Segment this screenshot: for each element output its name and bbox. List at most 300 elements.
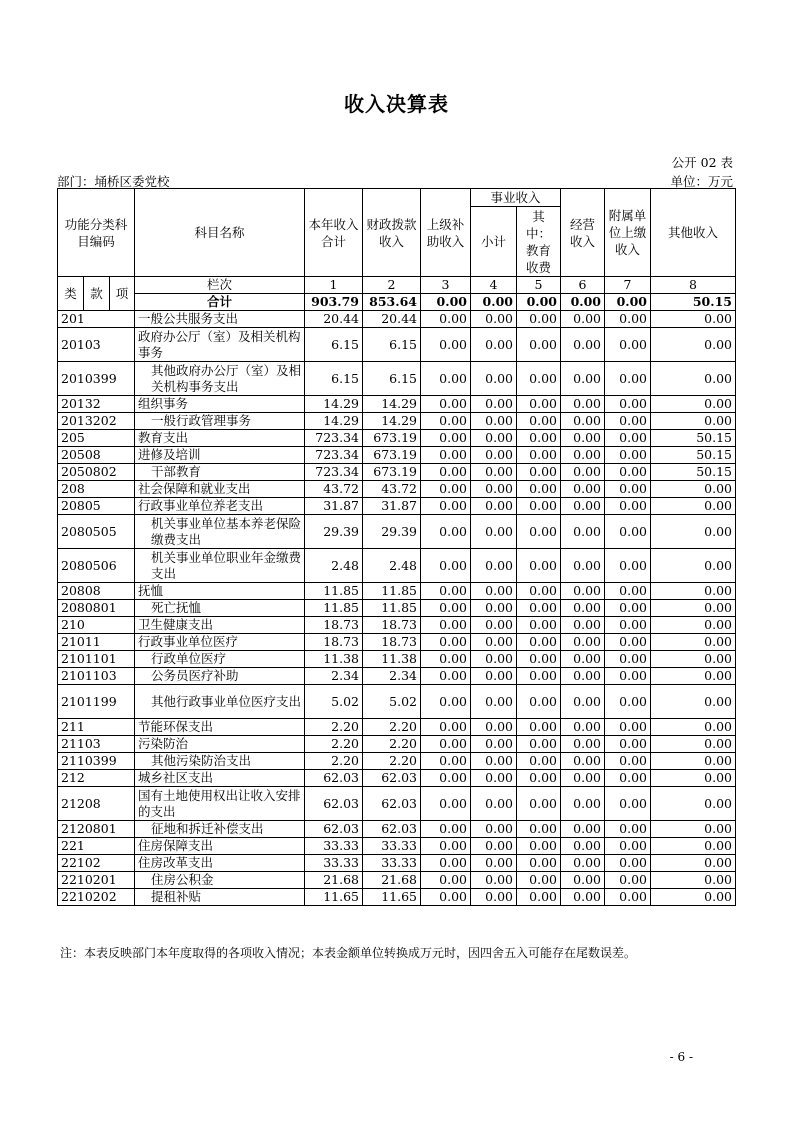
row-value: 0.00 [517, 889, 561, 906]
row-value: 0.00 [561, 787, 605, 821]
col-num: 1 [305, 277, 363, 294]
row-value: 11.85 [363, 583, 421, 600]
row-value: 0.00 [605, 498, 651, 515]
row-value: 0.00 [471, 719, 517, 736]
row-value: 0.00 [471, 651, 517, 668]
row-value: 0.00 [517, 515, 561, 549]
row-value: 0.00 [561, 821, 605, 838]
row-name: 节能环保支出 [135, 719, 305, 736]
row-value: 0.00 [651, 396, 736, 413]
row-value: 0.00 [471, 515, 517, 549]
row-value: 0.00 [605, 838, 651, 855]
row-value: 18.73 [363, 617, 421, 634]
row-name: 住房改革支出 [135, 855, 305, 872]
row-name: 征地和拆迁补偿支出 [135, 821, 305, 838]
row-name: 行政事业单位医疗 [135, 634, 305, 651]
row-value: 0.00 [517, 770, 561, 787]
row-value: 0.00 [561, 447, 605, 464]
row-value: 0.00 [471, 838, 517, 855]
row-code: 20132 [58, 396, 135, 413]
row-value: 0.00 [517, 872, 561, 889]
row-value: 18.73 [305, 617, 363, 634]
row-value: 0.00 [561, 328, 605, 362]
row-value: 50.15 [651, 447, 736, 464]
row-value: 0.00 [651, 872, 736, 889]
row-value: 0.00 [471, 481, 517, 498]
row-value: 0.00 [421, 362, 471, 396]
row-code: 221 [58, 838, 135, 855]
row-value: 0.00 [421, 821, 471, 838]
row-value: 0.00 [421, 481, 471, 498]
row-value: 0.00 [517, 855, 561, 872]
row-value: 2.20 [305, 736, 363, 753]
row-value: 2.20 [305, 719, 363, 736]
row-value: 0.00 [561, 855, 605, 872]
table-row [58, 447, 736, 464]
row-code: 20103 [58, 328, 135, 362]
row-value: 0.00 [561, 464, 605, 481]
row-value: 723.34 [305, 447, 363, 464]
row-value: 0.00 [421, 634, 471, 651]
row-value: 0.00 [561, 753, 605, 770]
row-value: 2.20 [363, 719, 421, 736]
row-value: 0.00 [605, 328, 651, 362]
row-value: 0.00 [471, 413, 517, 430]
row-value: 0.00 [517, 634, 561, 651]
row-name: 组织事务 [135, 396, 305, 413]
column-label: 栏次 [135, 277, 305, 294]
form-number: 公开 02 表 [671, 155, 733, 170]
row-value: 0.00 [561, 311, 605, 328]
row-name: 卫生健康支出 [135, 617, 305, 634]
row-value: 0.00 [471, 311, 517, 328]
table-row [58, 362, 736, 396]
row-value: 0.00 [421, 413, 471, 430]
row-value: 0.00 [421, 617, 471, 634]
row-value: 0.00 [605, 889, 651, 906]
row-value: 0.00 [517, 396, 561, 413]
row-name: 社会保障和就业支出 [135, 481, 305, 498]
row-name: 其他行政事业单位医疗支出 [135, 685, 305, 719]
row-value: 0.00 [517, 651, 561, 668]
table-row [58, 753, 736, 770]
row-value: 0.00 [471, 583, 517, 600]
col-num: 5 [517, 277, 561, 294]
row-code: 2120801 [58, 821, 135, 838]
row-code: 20805 [58, 498, 135, 515]
row-value: 0.00 [471, 634, 517, 651]
row-value: 0.00 [651, 651, 736, 668]
row-value: 0.00 [605, 617, 651, 634]
row-value: 0.00 [651, 413, 736, 430]
row-value: 62.03 [363, 770, 421, 787]
row-name: 提租补贴 [135, 889, 305, 906]
row-value: 673.19 [363, 430, 421, 447]
row-value: 2.34 [363, 668, 421, 685]
header-operating: 经营收入 [561, 189, 605, 277]
table-row [58, 889, 736, 906]
row-value: 0.00 [651, 515, 736, 549]
row-name: 一般公共服务支出 [135, 311, 305, 328]
table-row [58, 719, 736, 736]
row-value: 29.39 [305, 515, 363, 549]
row-value: 0.00 [651, 328, 736, 362]
row-value: 0.00 [421, 447, 471, 464]
row-code: 21011 [58, 634, 135, 651]
page-number: - 6 - [669, 1050, 693, 1064]
row-value: 20.44 [363, 311, 421, 328]
row-value: 0.00 [561, 872, 605, 889]
row-code: 21103 [58, 736, 135, 753]
row-value: 0.00 [561, 838, 605, 855]
row-value: 62.03 [305, 787, 363, 821]
row-value: 5.02 [305, 685, 363, 719]
table-row [58, 515, 736, 549]
row-value: 2.20 [305, 753, 363, 770]
row-code: 212 [58, 770, 135, 787]
row-value: 2.48 [363, 549, 421, 583]
row-value: 0.00 [517, 668, 561, 685]
row-value: 62.03 [305, 821, 363, 838]
row-value: 0.00 [605, 362, 651, 396]
row-value: 0.00 [471, 549, 517, 583]
header-total-income: 本年收入合计 [305, 189, 363, 277]
row-value: 0.00 [471, 396, 517, 413]
table-row [58, 481, 736, 498]
row-value: 0.00 [605, 685, 651, 719]
row-value: 31.87 [305, 498, 363, 515]
row-value: 0.00 [561, 396, 605, 413]
table-row [58, 413, 736, 430]
row-value: 0.00 [517, 719, 561, 736]
row-value: 31.87 [363, 498, 421, 515]
table-row [58, 328, 736, 362]
table-row [58, 685, 736, 719]
total-cell: 0.00 [561, 294, 605, 311]
row-value: 0.00 [651, 634, 736, 651]
row-value: 18.73 [305, 634, 363, 651]
row-value: 0.00 [517, 362, 561, 396]
row-value: 673.19 [363, 447, 421, 464]
row-value: 0.00 [651, 787, 736, 821]
row-code: 201 [58, 311, 135, 328]
row-value: 0.00 [651, 668, 736, 685]
row-value: 0.00 [517, 430, 561, 447]
row-value: 2.20 [363, 753, 421, 770]
row-value: 33.33 [363, 855, 421, 872]
row-value: 0.00 [517, 821, 561, 838]
row-value: 43.72 [363, 481, 421, 498]
row-value: 11.65 [363, 889, 421, 906]
row-value: 0.00 [605, 770, 651, 787]
row-value: 6.15 [305, 328, 363, 362]
row-value: 11.85 [363, 600, 421, 617]
row-value: 0.00 [421, 889, 471, 906]
row-value: 33.33 [305, 855, 363, 872]
row-value: 0.00 [561, 634, 605, 651]
row-value: 0.00 [517, 328, 561, 362]
row-name: 机关事业单位基本养老保险缴费支出 [135, 515, 305, 549]
row-value: 21.68 [305, 872, 363, 889]
table-body [58, 311, 736, 906]
row-value: 0.00 [605, 719, 651, 736]
row-value: 14.29 [363, 413, 421, 430]
header-xiang: 项 [110, 277, 135, 311]
row-name: 住房公积金 [135, 872, 305, 889]
row-code: 2080801 [58, 600, 135, 617]
row-value: 0.00 [651, 838, 736, 855]
row-value: 0.00 [605, 753, 651, 770]
row-code: 21208 [58, 787, 135, 821]
row-name: 行政单位医疗 [135, 651, 305, 668]
row-value: 0.00 [517, 498, 561, 515]
row-code: 211 [58, 719, 135, 736]
row-value: 673.19 [363, 464, 421, 481]
table-row [58, 583, 736, 600]
row-value: 0.00 [561, 889, 605, 906]
row-name: 住房保障支出 [135, 838, 305, 855]
row-value: 0.00 [421, 838, 471, 855]
row-code: 2210201 [58, 872, 135, 889]
table-row [58, 736, 736, 753]
total-cell: 0.00 [605, 294, 651, 311]
row-value: 0.00 [651, 770, 736, 787]
col-num: 7 [605, 277, 651, 294]
row-value: 0.00 [651, 685, 736, 719]
row-value: 0.00 [605, 396, 651, 413]
row-value: 0.00 [517, 481, 561, 498]
row-value: 2.20 [363, 736, 421, 753]
row-value: 0.00 [471, 736, 517, 753]
row-code: 210 [58, 617, 135, 634]
table-row [58, 668, 736, 685]
row-value: 0.00 [421, 328, 471, 362]
row-value: 0.00 [605, 634, 651, 651]
row-code: 2101103 [58, 668, 135, 685]
row-value: 0.00 [471, 362, 517, 396]
row-value: 0.00 [421, 855, 471, 872]
table-row [58, 498, 736, 515]
row-value: 0.00 [605, 515, 651, 549]
row-name: 机关事业单位职业年金缴费支出 [135, 549, 305, 583]
row-value: 21.68 [363, 872, 421, 889]
row-value: 0.00 [605, 855, 651, 872]
row-value: 6.15 [305, 362, 363, 396]
row-code: 2013202 [58, 413, 135, 430]
row-code: 2101199 [58, 685, 135, 719]
row-value: 0.00 [651, 583, 736, 600]
col-num: 3 [421, 277, 471, 294]
header-lei: 类 [58, 277, 84, 311]
row-value: 0.00 [651, 617, 736, 634]
department-label: 部门：埇桥区委党校 [57, 174, 170, 189]
col-num: 8 [651, 277, 736, 294]
row-value: 0.00 [561, 736, 605, 753]
table-row [58, 872, 736, 889]
row-value: 0.00 [421, 396, 471, 413]
table-row [58, 617, 736, 634]
row-value: 0.00 [651, 600, 736, 617]
row-value: 0.00 [605, 600, 651, 617]
row-value: 0.00 [605, 447, 651, 464]
table-row [58, 600, 736, 617]
table-row [58, 651, 736, 668]
row-value: 6.15 [363, 328, 421, 362]
row-value: 20.44 [305, 311, 363, 328]
header-biz-income: 事业收入 [471, 189, 561, 207]
row-value: 11.38 [363, 651, 421, 668]
row-name: 政府办公厅（室）及相关机构事务 [135, 328, 305, 362]
row-value: 0.00 [651, 362, 736, 396]
row-value: 14.29 [363, 396, 421, 413]
row-value: 0.00 [605, 787, 651, 821]
header-name: 科目名称 [135, 189, 305, 277]
row-value: 0.00 [651, 855, 736, 872]
row-name: 进修及培训 [135, 447, 305, 464]
header-kuan: 款 [84, 277, 110, 311]
row-name: 行政事业单位养老支出 [135, 498, 305, 515]
row-value: 62.03 [363, 821, 421, 838]
header-subtotal: 小计 [471, 207, 517, 277]
row-code: 208 [58, 481, 135, 498]
row-value: 11.85 [305, 600, 363, 617]
row-value: 0.00 [517, 447, 561, 464]
row-value: 0.00 [471, 753, 517, 770]
row-value: 0.00 [471, 821, 517, 838]
row-code: 2080506 [58, 549, 135, 583]
row-value: 0.00 [421, 719, 471, 736]
row-code: 22102 [58, 855, 135, 872]
total-label: 合计 [135, 294, 305, 311]
row-value: 0.00 [471, 464, 517, 481]
row-value: 0.00 [561, 600, 605, 617]
row-value: 0.00 [561, 413, 605, 430]
row-value: 0.00 [421, 770, 471, 787]
table-row [58, 770, 736, 787]
row-value: 0.00 [561, 549, 605, 583]
row-value: 0.00 [651, 481, 736, 498]
row-value: 0.00 [421, 515, 471, 549]
header-fiscal: 财政拨款收入 [363, 189, 421, 277]
row-value: 0.00 [651, 889, 736, 906]
row-name: 公务员医疗补助 [135, 668, 305, 685]
row-value: 0.00 [605, 413, 651, 430]
row-value: 0.00 [517, 583, 561, 600]
row-value: 29.39 [363, 515, 421, 549]
row-code: 205 [58, 430, 135, 447]
row-value: 0.00 [421, 668, 471, 685]
footnote: 注：本表反映部门本年度取得的各项收入情况；本表金额单位转换成万元时，因四舍五入可能存在尾数误差。 [60, 946, 637, 960]
row-value: 0.00 [561, 362, 605, 396]
table-row [58, 855, 736, 872]
row-value: 0.00 [517, 617, 561, 634]
total-cell: 0.00 [517, 294, 561, 311]
row-value: 0.00 [651, 549, 736, 583]
row-value: 18.73 [363, 634, 421, 651]
table-row [58, 838, 736, 855]
row-value: 0.00 [471, 855, 517, 872]
row-value: 0.00 [651, 736, 736, 753]
row-name: 教育支出 [135, 430, 305, 447]
table-row [58, 787, 736, 821]
header-edu-fee: 其中：教育收费 [517, 207, 561, 277]
row-value: 0.00 [471, 430, 517, 447]
row-value: 0.00 [605, 430, 651, 447]
unit-label: 单位：万元 [670, 174, 733, 189]
row-name: 污染防治 [135, 736, 305, 753]
row-value: 0.00 [517, 311, 561, 328]
row-name: 国有土地使用权出让收入安排的支出 [135, 787, 305, 821]
row-name: 死亡抚恤 [135, 600, 305, 617]
page-title: 收入决算表 [344, 92, 449, 116]
row-value: 0.00 [471, 617, 517, 634]
row-code: 20508 [58, 447, 135, 464]
table-row [58, 634, 736, 651]
row-value: 0.00 [605, 651, 651, 668]
row-value: 0.00 [561, 770, 605, 787]
row-name: 抚恤 [135, 583, 305, 600]
row-value: 14.29 [305, 396, 363, 413]
row-value: 0.00 [421, 498, 471, 515]
row-value: 0.00 [517, 600, 561, 617]
row-value: 0.00 [561, 498, 605, 515]
row-value: 0.00 [561, 651, 605, 668]
col-num: 6 [561, 277, 605, 294]
row-value: 0.00 [605, 583, 651, 600]
row-value: 0.00 [561, 583, 605, 600]
row-value: 0.00 [421, 787, 471, 821]
row-value: 5.02 [363, 685, 421, 719]
row-code: 2080505 [58, 515, 135, 549]
row-value: 0.00 [605, 464, 651, 481]
table-row [58, 549, 736, 583]
row-name: 其他政府办公厅（室）及相关机构事务支出 [135, 362, 305, 396]
row-value: 0.00 [471, 498, 517, 515]
row-value: 33.33 [363, 838, 421, 855]
table-row [58, 464, 736, 481]
row-value: 0.00 [421, 651, 471, 668]
row-value: 0.00 [421, 549, 471, 583]
row-value: 0.00 [517, 413, 561, 430]
row-code: 2110399 [58, 753, 135, 770]
row-value: 2.48 [305, 549, 363, 583]
row-value: 0.00 [517, 685, 561, 719]
row-code: 2210202 [58, 889, 135, 906]
table-row [58, 396, 736, 413]
row-code: 2010399 [58, 362, 135, 396]
row-value: 11.65 [305, 889, 363, 906]
row-value: 0.00 [651, 719, 736, 736]
row-code: 2050802 [58, 464, 135, 481]
row-value: 0.00 [651, 821, 736, 838]
row-value: 0.00 [517, 549, 561, 583]
row-value: 0.00 [561, 617, 605, 634]
row-value: 0.00 [517, 787, 561, 821]
row-value: 0.00 [471, 685, 517, 719]
col-num: 4 [471, 277, 517, 294]
row-value: 0.00 [421, 685, 471, 719]
row-value: 0.00 [605, 668, 651, 685]
row-value: 0.00 [421, 311, 471, 328]
row-value: 0.00 [471, 770, 517, 787]
row-value: 0.00 [421, 872, 471, 889]
total-cell: 0.00 [471, 294, 517, 311]
row-value: 14.29 [305, 413, 363, 430]
row-name: 城乡社区支出 [135, 770, 305, 787]
row-value: 6.15 [363, 362, 421, 396]
total-cell: 50.15 [651, 294, 736, 311]
row-value: 0.00 [517, 736, 561, 753]
